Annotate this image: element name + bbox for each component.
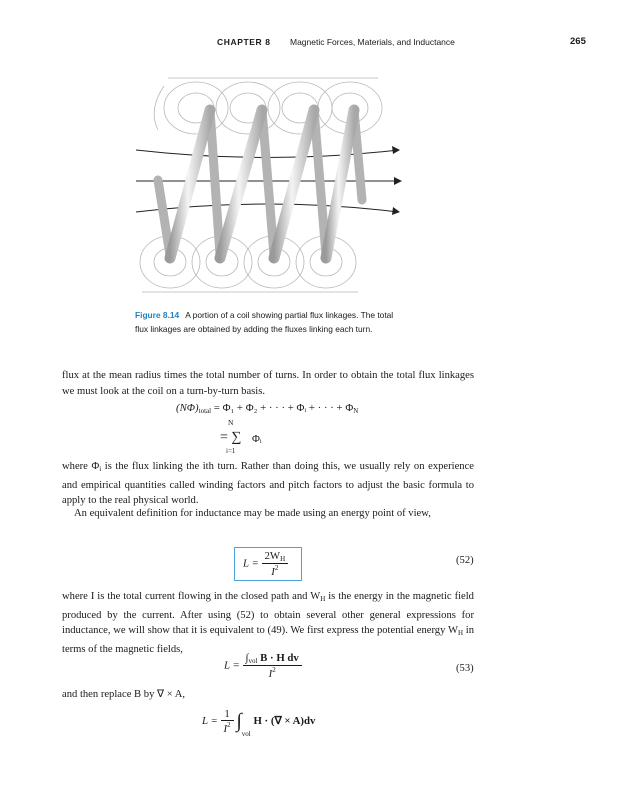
eq54-integrand: H · (∇ × A)dv [253,714,316,727]
p4-end: in terms of the magnetic fields, [62,625,474,655]
eq53-lhs: L = [224,659,240,672]
eq53-den: I [268,668,273,680]
eq-sum-sign: = ∑ [220,430,242,445]
figure-caption-text: A portion of a coil showing partial flux linkages. The total flux linkages are obtained by adding the fluxes linking each turn. [135,310,394,334]
paragraph-5: and then replace B by ∇ × A, [62,689,186,700]
eq52-den-sup: 2 [274,564,279,572]
eq-sum-term: Φᵢ [252,433,262,445]
p4-sub2: H [457,629,464,638]
eq54-fraction [221,708,234,735]
eq-total-rhs: = Φ₁ + Φ₂ + · · · + Φᵢ + · · · + Φ [213,402,354,414]
eq-total-sub: total [198,407,212,415]
coil-flux-figure [128,70,418,300]
eq54-int-sub: vol [241,729,251,738]
p2-lead: where Φ [62,461,100,472]
p2-rest: is the flux linking the ith turn. Rather than doing this, we usually rely on experience and empirical quantities called winding factors and pitch factors to adjust the basic formula to apply to the real physical world. [62,461,474,507]
eq53 [224,652,302,680]
eq52-num: 2W [264,550,281,562]
figure-caption [135,309,395,336]
page-number: 265 [570,36,586,47]
eq54-int: ∫ [236,710,242,732]
eq-total-lhs: (NΦ) [176,402,199,414]
p4-text: where I is the total current flowing in the closed path and W [62,591,321,602]
p2-sub: i [99,465,102,473]
chapter-label: CHAPTER 8 [217,37,271,47]
eq52-lhs: L = [243,557,259,570]
eq52-num-sub: H [280,555,286,563]
eq53-int-sub: vol [248,657,258,665]
eq53-number: (53) [456,663,474,674]
eq53-den-sup: 2 [272,666,276,674]
paragraph-2 [62,459,474,509]
paragraph-1: flux at the mean radius times the total number of turns. In order to obtain the total flux linkages we must look at the coil on a turn-by-turn basis. [62,370,474,397]
eq54 [202,708,315,738]
paragraph-3: An equivalent definition for inductance may be made using an energy point of view, [74,508,431,519]
eq54-num: 1 [224,708,230,720]
eq53-fraction [243,652,302,680]
figure-label: Figure 8.14 [135,310,180,320]
p4-rest: is the energy in the magnetic field produced by the current. After using (52) to obtain several other general expressions for inductance, we will show that it is equivalent to (49). We first express the potential energy W [62,591,474,637]
eq54-lhs: L = [202,714,218,727]
eq54-den-sup: 2 [227,721,231,729]
p4-sub: H [320,595,326,603]
eq53-int: ∫ [245,652,249,664]
eq53-num: B · H dv [260,652,299,664]
eq-total-flux [176,402,358,415]
eq52-den: I [271,566,275,578]
chapter-title: Magnetic Forces, Materials, and Inductance [290,37,455,47]
eq52-fraction [262,550,289,578]
eq54-den: I [223,723,228,735]
eq-total-rhs-sub: N [353,407,359,415]
eq-sum-lower: i=1 [226,447,236,455]
eq52 [243,550,288,578]
paragraph-4 [62,589,474,657]
eq-sum-upper: N [228,418,234,427]
running-header [0,37,627,53]
eq52-number: (52) [456,555,474,566]
